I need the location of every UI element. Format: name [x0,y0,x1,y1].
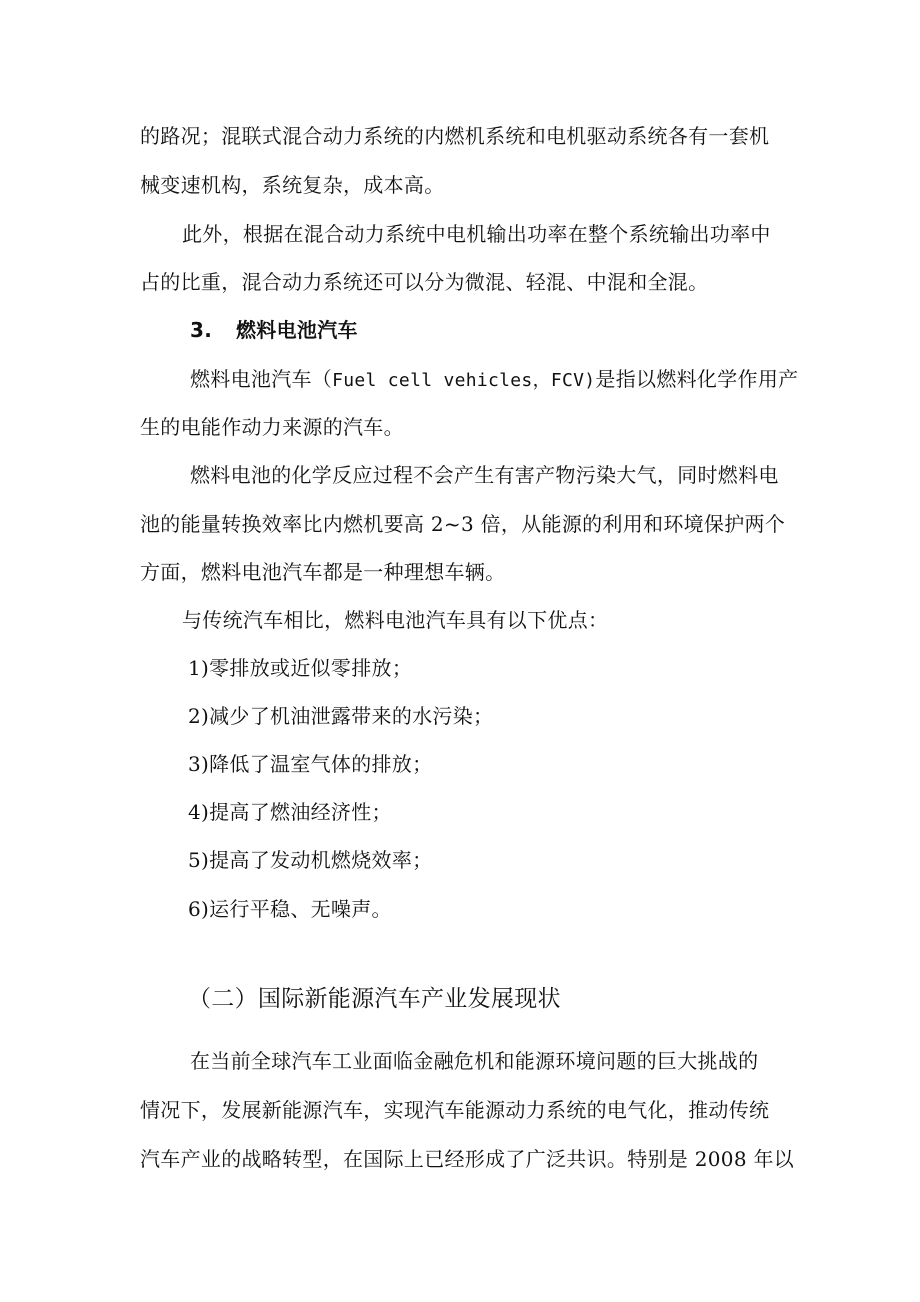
list-item: 3)降低了温室气体的排放； [188,752,433,776]
paragraph-line: 与传统汽车相比，燃料电池汽车具有以下优点： [182,608,609,632]
paragraph-line: 方面，燃料电池汽车都是一种理想车辆。 [140,560,506,584]
section-title: 燃料电池汽车 [236,318,358,342]
paragraph-line: 池的能量转换效率比内燃机要高 2~3 倍，从能源的利用和环境保护两个 [140,512,786,536]
section-number: 3. [190,318,213,342]
paragraph-line [190,365,798,395]
paragraph-text: 是指以燃料化学作用产 [595,367,799,391]
paragraph-line: 情况下，发展新能源汽车，实现汽车能源动力系统的电气化，推动传统 [140,1098,770,1122]
list-item: 1)零排放或近似零排放； [188,656,413,680]
list-item: 4)提高了燃油经济性； [188,800,392,824]
paragraph-text: 燃料电池汽车（ [190,367,333,391]
paragraph-line: 此外，根据在混合动力系统中电机输出功率在整个系统输出功率中 [182,222,771,246]
paragraph-line: 燃料电池的化学反应过程不会产生有害产物污染大气，同时燃料电 [190,463,779,487]
paragraph-line: 汽车产业的战略转型，在国际上已经形成了广泛共识。特别是 2008 年以 [140,1147,795,1171]
list-item: 6)运行平稳、无噪声。 [188,897,392,921]
paragraph-line: 械变速机构，系统复杂，成本高。 [140,173,445,197]
paragraph-line: 占的比重，混合动力系统还可以分为微混、轻混、中混和全混。 [140,270,709,294]
paragraph-line: 生的电能作动力来源的汽车。 [140,415,404,439]
list-item: 5)提高了发动机燃烧效率； [188,848,433,872]
section-heading: （二）国际新能源汽车产业发展现状 [188,986,561,1012]
paragraph-text-latin: Fuel cell vehicles，FCV) [332,370,596,391]
paragraph-line: 在当前全球汽车工业面临金融危机和能源环境问题的巨大挑战的 [190,1049,759,1073]
paragraph-line: 的路况；混联式混合动力系统的内燃机系统和电机驱动系统各有一套机 [140,124,770,148]
list-item: 2)减少了机油泄露带来的水污染； [188,704,494,728]
